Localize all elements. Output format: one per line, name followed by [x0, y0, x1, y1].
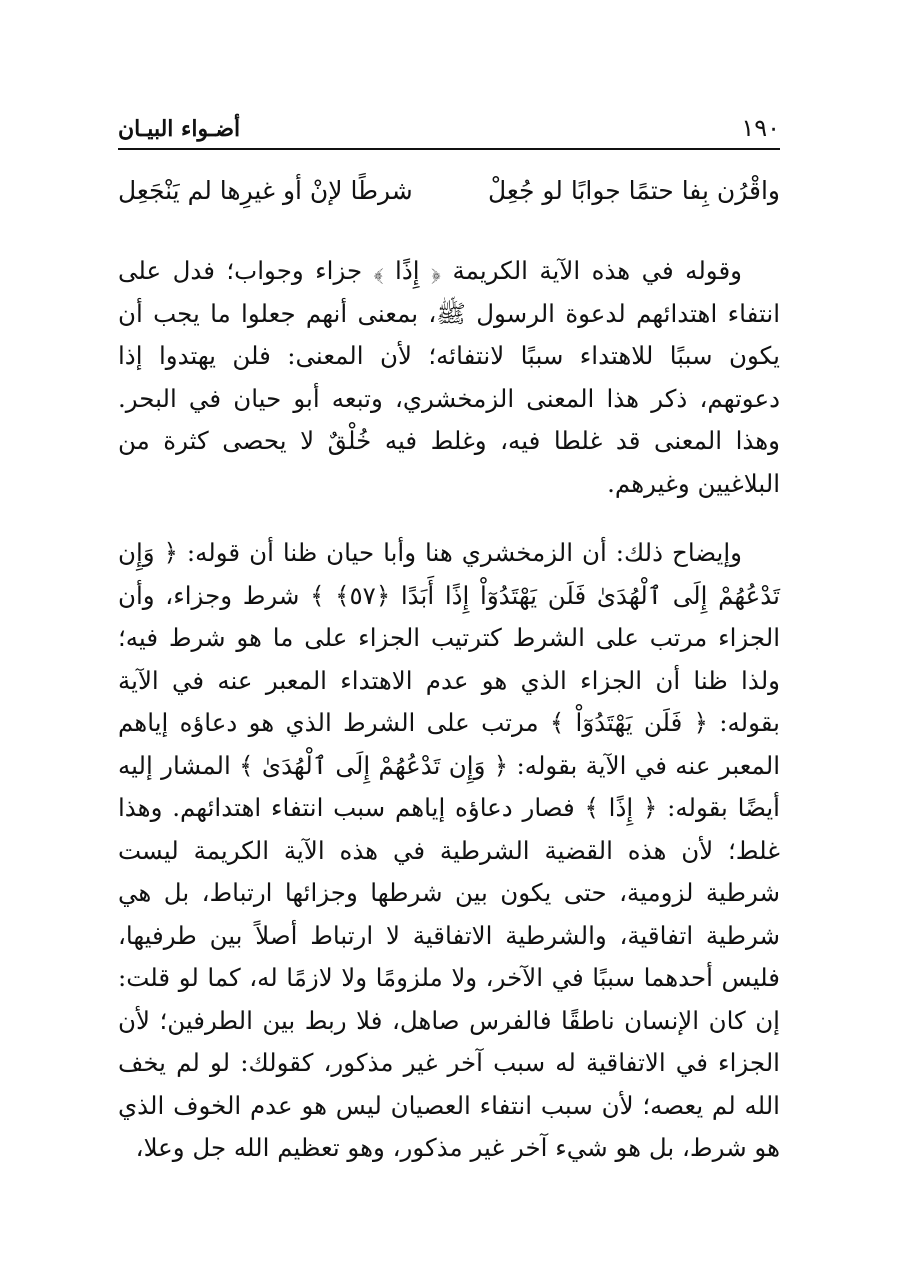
- poem-verse: [118, 168, 780, 214]
- paragraph-text: وقوله في هذه الآية الكريمة ﴿ إِذًا ﴾ جزاء وجواب؛ فدل على انتفاء اهتدائهم لدعوة الرسول ﷺ، بمعنى أنهم جعلوا ما يجب أن يكون سببًا للاهتداء سببًا لانتفائه؛ لأن المعنى: فلن يهتدوا إذا دعوتهم، ذكر هذا المعنى الزمخشري، وتبعه أبو حيان في البحر. وهذا المعنى قد غلطا فيه، وغلط فيه خُلْقٌ لا يحصى كثرة من البلاغيين وغيرهم.: [118, 256, 780, 498]
- paragraph-text: وإيضاح ذلك: أن الزمخشري هنا وأبا حيان ظنا أن قوله: ﴿ وَإِن تَدْعُهُمْ إِلَى ٱلْهُدَىٰ فَلَن يَهْتَدُوٓاْ إِذًا أَبَدًا ﴿٥٧﴾ ﴾ شرط وجزاء، وأن الجزاء مرتب على الشرط كترتيب الجزاء على ما هو شرط فيه؛ ولذا ظنا أن الجزاء الذي هو عدم الاهتداء المعبر عنه في الآية بقوله: ﴿ فَلَن يَهْتَدُوٓاْ ﴾ مرتب على الشرط الذي هو دعاؤه إياهم المعبر عنه في الآية بقوله: ﴿ وَإِن تَدْعُهُمْ إِلَى ٱلْهُدَىٰ ﴾ المشار إليه أيضًا بقوله: ﴿ إِذًا ﴾ فصار دعاؤه إياهم سبب انتفاء اهتدائهم. وهذا غلط؛ لأن هذه القضية الشرطية في هذه الآية الكريمة ليست شرطية لزومية، حتى يكون بين شرطها وجزائها ارتباط، بل هي شرطية اتفاقية، والشرطية الاتفاقية لا ارتباط أصلاً بين طرفيها، فليس أحدهما سببًا في الآخر، ولا ملزومًا ولا لازمًا له، كما لو قلت: إن كان الإنسان ناطقًا فالفرس صاهل، فلا ربط بين الطرفين؛ لأن الجزاء في الاتفاقية له سبب آخر غير مذكور، كقولك: لو لم يخف الله لم يعصه؛ لأن سبب انتفاء العصيان ليس هو عدم الخوف الذي هو شرط، بل هو شيء آخر غير مذكور، وهو تعظيم الله جل وعلا،: [118, 538, 780, 1162]
- page-number: ١٩٠: [741, 114, 780, 142]
- book-title: أضـواء البيـان: [118, 116, 241, 142]
- paragraph-2: [118, 532, 780, 1170]
- verse-hemistich-left: شرطًا لإنْ أو غيرِها لم يَنْجَعِل: [118, 176, 413, 205]
- paragraph-1: [118, 250, 780, 505]
- running-header: [118, 108, 780, 150]
- verse-hemistich-right: واقْرُن بِفا حتمًا جوابًا لو جُعِلْ: [487, 176, 780, 205]
